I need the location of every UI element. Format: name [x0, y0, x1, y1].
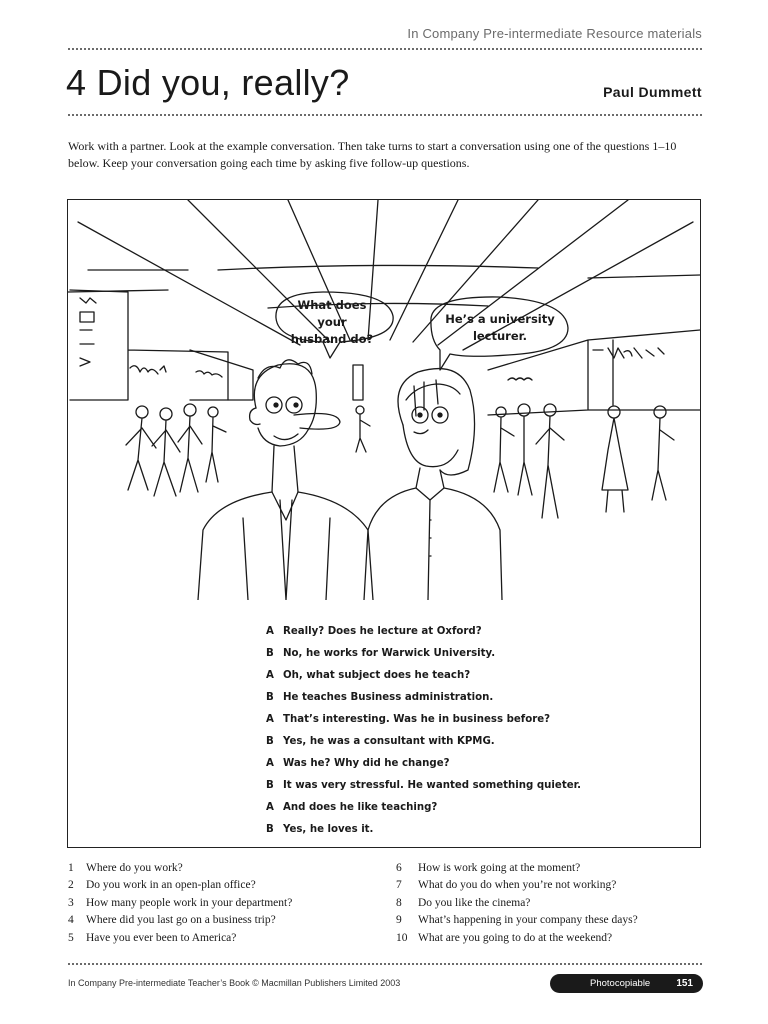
question-text: What’s happening in your company these days? [418, 914, 638, 927]
speaker-label: A [266, 670, 274, 681]
dialogue-line [266, 621, 581, 643]
illustration-frame [67, 199, 701, 848]
dialogue-line [266, 709, 581, 731]
bubble-line: husband do? [290, 332, 374, 346]
dialogue-line [266, 687, 581, 709]
question-list-left [68, 860, 292, 947]
question-text: What are you going to do at the weekend? [418, 931, 613, 944]
dialogue-text: No, he works for Warwick University. [283, 648, 496, 659]
question-text: Where do you work? [86, 862, 183, 874]
question-item [68, 877, 292, 894]
series-title: In Company Pre-intermediate Resource materials [407, 26, 702, 41]
bubble-line: lecturer. [472, 329, 528, 343]
speaker-label: A [266, 626, 274, 637]
page-title: 4 Did you, really? [66, 62, 350, 103]
question-number: 3 [68, 896, 74, 909]
example-conversation [266, 621, 581, 841]
dialogue-line [266, 665, 581, 687]
dialogue-text: Oh, what subject does he teach? [283, 670, 471, 681]
dialogue-line [266, 643, 581, 665]
question-item [68, 860, 292, 877]
question-item [396, 930, 638, 947]
question-text: Have you ever been to America? [86, 931, 237, 944]
speaker-label: B [266, 736, 274, 747]
author-name: Paul Dummett [603, 84, 702, 100]
dialogue-line [266, 775, 581, 797]
question-number: 4 [68, 914, 74, 927]
question-number: 8 [396, 896, 402, 909]
dotted-rule-footer [68, 963, 702, 965]
dotted-rule-top [68, 48, 702, 50]
speaker-label: A [266, 758, 274, 769]
question-text: How many people work in your department? [86, 896, 293, 909]
question-item [68, 895, 292, 912]
badge-label: Photocopiable [590, 978, 651, 989]
question-item [396, 877, 638, 894]
question-number: 7 [396, 879, 402, 892]
speech-bubble-answer [438, 311, 562, 345]
speaker-label: A [266, 802, 274, 813]
speaker-label: A [266, 714, 274, 725]
dotted-rule-title [68, 114, 702, 116]
question-number: 2 [68, 879, 74, 892]
page-number: 151 [676, 978, 693, 989]
question-number: 5 [68, 931, 74, 944]
speaker-label: B [266, 780, 274, 791]
dialogue-line [266, 731, 581, 753]
bubble-line: He’s a university [445, 312, 555, 326]
question-text: Do you like the cinema? [418, 896, 531, 909]
question-text: What do you do when you’re not working? [418, 879, 617, 892]
copyright-notice: In Company Pre-intermediate Teacher’s Book © Macmillan Publishers Limited 2003 [68, 978, 401, 988]
question-item [68, 930, 292, 947]
dialogue-text: Yes, he loves it. [283, 824, 374, 835]
dialogue-text: Yes, he was a consultant with KPMG. [283, 736, 495, 747]
instructions: Work with a partner. Look at the example conversation. Then take turns to start a conversation using one of the questions 1–10 below. Keep your conversation going each time by asking five follow-up questions. [68, 139, 677, 170]
question-text: How is work going at the moment? [418, 862, 581, 874]
dialogue-line [266, 819, 581, 841]
speaker-label: B [266, 648, 274, 659]
question-item [68, 912, 292, 929]
question-text: Do you work in an open-plan office? [86, 879, 256, 892]
speaker-label: B [266, 692, 274, 703]
dialogue-text: That’s interesting. Was he in business before? [283, 714, 551, 725]
dialogue-text: Really? Does he lecture at Oxford? [283, 626, 482, 637]
question-list-right [396, 860, 638, 947]
dialogue-text: It was very stressful. He wanted something quieter. [283, 780, 582, 791]
bubble-line: What does your [297, 298, 367, 329]
speaker-label: B [266, 824, 274, 835]
question-number: 9 [396, 914, 402, 927]
dialogue-text: He teaches Business administration. [283, 692, 494, 703]
question-item [396, 895, 638, 912]
speech-bubble-question [282, 297, 382, 348]
dialogue-line [266, 753, 581, 775]
question-number: 10 [396, 931, 408, 944]
photocopiable-badge [550, 974, 703, 993]
dialogue-text: And does he like teaching? [283, 802, 438, 813]
question-item [396, 860, 638, 877]
question-number: 1 [68, 862, 74, 874]
question-text: Where did you last go on a business trip? [86, 914, 276, 927]
question-item [396, 912, 638, 929]
office-cartoon-illustration [68, 200, 700, 600]
dialogue-text: Was he? Why did he change? [283, 758, 450, 769]
question-number: 6 [396, 862, 402, 874]
dialogue-line [266, 797, 581, 819]
